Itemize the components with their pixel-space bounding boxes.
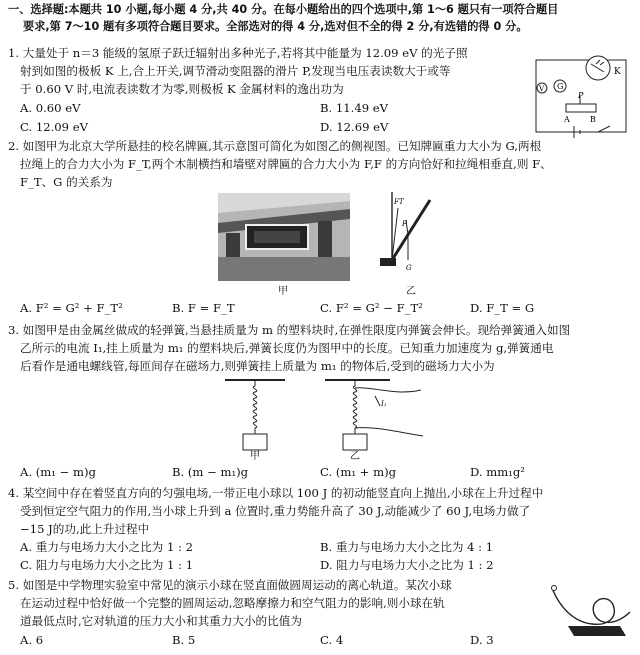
q3-spring-diagram xyxy=(225,376,425,460)
q5-stem-line2: 在运动过程中恰好做一个完整的圆周运动,忽略摩擦力和空气阻力的影响,则小球在轨 xyxy=(20,596,445,610)
q5-stem-line1: 5. 如图是中学物理实验室中常见的演示小球在竖直面做圆周运动的离心轨道。某次小球 xyxy=(8,578,452,592)
q3-option-d[interactable]: D. mm₁g² xyxy=(470,465,525,479)
q1-fig-label-v: V xyxy=(539,85,545,93)
q3-fig-label-current: I₁ xyxy=(381,400,387,408)
q4-stem-line1: 4. 某空间中存在着竖直方向的匀强电场,一带正电小球以 100 J 的初动能竖直向上抛出,小球在上升过程中 xyxy=(8,486,544,500)
q1-fig-label-b: B xyxy=(590,115,596,124)
q4-option-c[interactable]: C. 阻力与电场力大小之比为 1 : 1 xyxy=(20,558,194,572)
q2-option-c[interactable]: C. F² = G² − F_T² xyxy=(320,301,423,315)
q2-fig-label-ft: FT xyxy=(394,198,404,206)
q5-option-c[interactable]: C. 4 xyxy=(320,633,344,647)
q1-stem-line2: 射到如图的极板 K 上,合上开关,调节滑动变阻器的滑片 P,发现当电压表读数大于或等 xyxy=(20,64,451,78)
q5-option-b[interactable]: B. 5 xyxy=(172,633,196,647)
q1-circuit-diagram xyxy=(528,52,634,142)
q1-option-c[interactable]: C. 12.09 eV xyxy=(20,120,88,134)
q4-stem-line3: −15 J的功,此上升过程中 xyxy=(20,522,150,536)
q5-option-d[interactable]: D. 3 xyxy=(470,633,494,647)
q3-stem-line2: 乙所示的电流 I₁,挂上质量为 m₁ 的塑料块后,弹簧长度仍为图甲中的长度。已知重力加速度为 g,弹簧通电 xyxy=(20,341,554,355)
q2-option-a[interactable]: A. F² = G² + F_T² xyxy=(20,301,123,315)
q3-caption-jia: 甲 xyxy=(250,451,260,462)
q3-stem-line1: 3. 如图甲是由金属丝做成的轻弹簧,当悬挂质量为 m 的塑料块时,在弹性限度内弹簧会伸长。现给弹簧通入如图 xyxy=(8,323,571,337)
q3-caption-yi: 乙 xyxy=(350,451,360,462)
q1-option-b[interactable]: B. 11.49 eV xyxy=(320,101,389,115)
q1-option-a[interactable]: A. 0.60 eV xyxy=(20,101,81,115)
q2-fig-label-f: F xyxy=(402,220,407,228)
q1-fig-label-a: A xyxy=(564,115,570,124)
q2-caption-yi: 乙 xyxy=(406,286,416,297)
q2-stem-line2: 拉绳上的合力大小为 F_T,两个木制横挡和墙壁对牌匾的合力大小为 F,F 的方向恰好和拉绳相垂直,则 F、 xyxy=(20,157,552,171)
q4-option-a[interactable]: A. 重力与电场力大小之比为 1 : 2 xyxy=(20,540,193,554)
q3-option-b[interactable]: B. (m − m₁)g xyxy=(172,465,249,479)
q3-option-c[interactable]: C. (m₁ + m)g xyxy=(320,465,397,479)
q1-fig-label-g: G xyxy=(557,82,564,91)
q2-plaque-photo xyxy=(218,193,350,281)
q2-option-d[interactable]: D. F_T = G xyxy=(470,301,535,315)
q2-caption-jia: 甲 xyxy=(278,286,288,297)
q1-stem-line3: 于 0.60 V 时,电流表读数才为零,则极板 K 金属材料的逸出功为 xyxy=(20,82,344,96)
section-header-line1: 一、选择题:本题共 10 小题,每小题 4 分,共 40 分。在每小题给出的四个选项中,第 1～6 题只有一项符合题目 xyxy=(8,3,559,16)
q5-option-a[interactable]: A. 6 xyxy=(20,633,44,647)
q3-option-a[interactable]: A. (m₁ − m)g xyxy=(20,465,96,479)
q4-option-d[interactable]: D. 阻力与电场力大小之比为 1 : 2 xyxy=(320,558,494,572)
q1-stem-line1: 1. 大量处于 n＝3 能级的氢原子跃迁辐射出多种光子,若将其中能量为 12.09 eV 的光子照 xyxy=(8,46,468,60)
q1-fig-label-k: K xyxy=(614,67,621,77)
q2-stem-line1: 2. 如图甲为北京大学所悬挂的校名牌匾,其示意图可简化为如图乙的侧视图。已知牌匾重力大小为 G,两根 xyxy=(8,139,542,153)
q2-option-b[interactable]: B. F = F_T xyxy=(172,301,235,315)
q4-option-b[interactable]: B. 重力与电场力大小之比为 4 : 1 xyxy=(320,540,494,554)
q1-option-d[interactable]: D. 12.69 eV xyxy=(320,120,389,134)
q2-side-view-diagram xyxy=(372,190,442,282)
q2-fig-label-g: G xyxy=(406,264,412,272)
q4-stem-line2: 受到恒定空气阻力的作用,当小球上升到 a 位置时,重力势能升高了 30 J,动能减少了 60 J,电场力做了 xyxy=(20,504,531,518)
q1-fig-label-p: P xyxy=(578,91,584,100)
q3-stem-line3: 后看作是通电螺线管,每匝间存在磁场力,则弹簧挂上质量为 m₁ 的物体后,受到的磁场力大小为 xyxy=(20,359,495,373)
q5-loop-track-diagram xyxy=(548,578,634,640)
section-header-line2: 要求,第 7～10 题有多项符合题目要求。全部选对的得 4 分,选对但不全的得 2 分,有选错的得 0 分。 xyxy=(23,20,528,33)
q2-stem-line3: F_T、G 的关系为 xyxy=(20,175,113,189)
q5-stem-line3: 道最低点时,它对轨道的压力大小和其重力大小的比值为 xyxy=(20,614,302,628)
